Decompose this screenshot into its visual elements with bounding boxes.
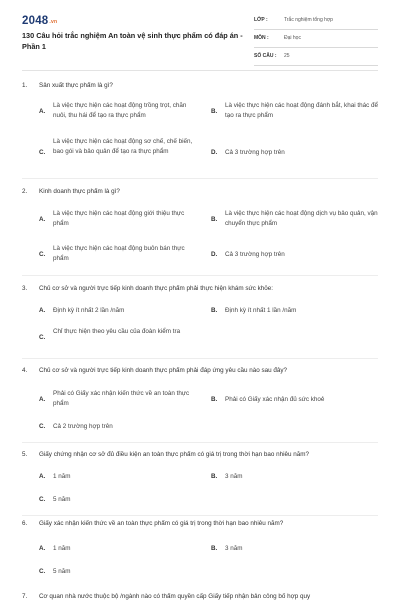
option-letter: C. — [39, 334, 46, 341]
question-text — [22, 188, 382, 196]
question-prompt: Giấy chứng nhận cơ sở đủ điều kiện an toàn thực phẩm có giá trị trong thời hạn bao nhiêu năm? — [39, 451, 310, 458]
meta-class-row — [254, 12, 378, 30]
option-letter: A. — [39, 396, 46, 403]
option-letter: A. — [39, 545, 46, 552]
logo-suffix: .vn — [49, 19, 58, 25]
option-text: Cả 3 trường hợp trên — [225, 149, 285, 156]
option-letter: D. — [211, 251, 218, 258]
option-text: Là việc thực hiện các hoạt động dịch vụ bảo quản, vận chuyển thực phẩm — [225, 210, 378, 227]
option-letter: C. — [39, 496, 46, 503]
option-text: Chỉ thực hiện theo yêu cầu của đoàn kiểm tra — [53, 328, 181, 335]
question-prompt: Sản xuất thực phẩm là gì? — [39, 82, 113, 89]
question-text — [22, 82, 382, 90]
option-letter: C. — [39, 251, 46, 258]
header-divider — [22, 70, 378, 71]
option-text: 3 năm — [225, 473, 243, 480]
meta-value: Đại học — [284, 35, 301, 41]
option-text: 5 năm — [53, 568, 71, 575]
option-text: Là việc thực hiện các hoạt động giới thiệu thực phẩm — [53, 210, 185, 227]
option-text: Là việc thực hiện các hoạt động sơ chế, chế biến, bao gói và bảo quản để tạo ra thực phẩm — [53, 138, 193, 155]
question-divider — [22, 358, 378, 359]
option-text: 5 năm — [53, 496, 71, 503]
question-prompt: Chủ cơ sở và người trực tiếp kinh doanh thực phẩm phải thực hiện khám sức khỏe: — [39, 285, 274, 292]
meta-key: LỚP : — [254, 17, 268, 23]
question-number: 5. — [22, 451, 28, 458]
option-text: 3 năm — [225, 545, 243, 552]
option-text: Định kỳ ít nhất 2 lần /năm — [53, 307, 125, 314]
question-divider — [22, 275, 378, 276]
option-letter: B. — [211, 307, 218, 314]
option-letter: B. — [211, 216, 218, 223]
option-letter: C. — [39, 423, 46, 430]
document-meta — [254, 12, 378, 66]
meta-value: 25 — [284, 53, 290, 59]
question-number: 4. — [22, 367, 28, 374]
document-title: 130 Câu hỏi trắc nghiệm An toàn vệ sinh thực phẩm có đáp án - Phần 1 — [22, 31, 243, 51]
option-text: Cả 3 trường hợp trên — [225, 251, 285, 258]
option-letter: B. — [211, 545, 218, 552]
option-letter: B. — [211, 108, 218, 115]
meta-count-row — [254, 48, 378, 66]
question-number: 3. — [22, 285, 28, 292]
option-text: Định kỳ ít nhất 1 lần /năm — [225, 307, 297, 314]
option-text: Phải có Giấy xác nhận kiến thức về an toàn thực phẩm — [53, 390, 190, 407]
question-prompt: Chủ cơ sở và người trực tiếp kinh doanh thực phẩm phải đáp ứng yêu cầu nào sau đây? — [39, 367, 288, 374]
question-text — [22, 451, 382, 459]
question-divider — [22, 442, 378, 443]
option-text: 1 năm — [53, 473, 71, 480]
question-prompt: Cơ quan nhà nước thuộc bộ /ngành nào có thẩm quyền cấp Giấy tiếp nhận bản công bố hợp quy — [39, 593, 311, 600]
question-number: 2. — [22, 188, 28, 195]
meta-subject-row — [254, 30, 378, 48]
option-text: Là việc thực hiện các hoạt động buôn bán thực phẩm — [53, 245, 185, 262]
option-text: Phải có Giấy xác nhận đủ sức khoẻ — [225, 396, 325, 403]
option-letter: A. — [39, 216, 46, 223]
option-letter: C. — [39, 568, 46, 575]
question-divider — [22, 515, 378, 516]
option-letter: B. — [211, 473, 218, 480]
question-number: 1. — [22, 82, 28, 89]
meta-key: SỐ CÂU : — [254, 53, 277, 59]
site-logo[interactable] — [22, 15, 57, 27]
question-text — [22, 520, 382, 528]
option-text: Là việc thực hiện các hoạt động trồng trọt, chăn nuôi, thu hái để tạo ra thực phẩm — [53, 102, 187, 119]
question-prompt: Giấy xác nhận kiến thức về an toàn thực phẩm có giá trị trong thời hạn bao nhiêu năm? — [39, 520, 284, 527]
question-text — [22, 367, 382, 375]
option-letter: A. — [39, 473, 46, 480]
option-letter: A. — [39, 307, 46, 314]
meta-key: MÔN : — [254, 35, 269, 41]
logo-text: 2048 — [22, 15, 49, 27]
option-text: Là việc thực hiện các hoạt động đánh bắt, khai thác để tạo ra thực phẩm — [225, 102, 378, 119]
question-text — [22, 285, 382, 293]
option-letter: D. — [211, 149, 218, 156]
meta-value: Trắc nghiệm tổng hợp — [284, 17, 333, 23]
option-letter: A. — [39, 108, 46, 115]
option-letter: B. — [211, 396, 218, 403]
option-text: 1 năm — [53, 545, 71, 552]
option-letter: C. — [39, 149, 46, 156]
option-text: Cả 2 trường hợp trên — [53, 423, 113, 430]
question-number: 7. — [22, 593, 28, 600]
question-divider — [22, 178, 378, 179]
question-prompt: Kinh doanh thực phẩm là gì? — [39, 188, 120, 195]
question-number: 6. — [22, 520, 28, 527]
